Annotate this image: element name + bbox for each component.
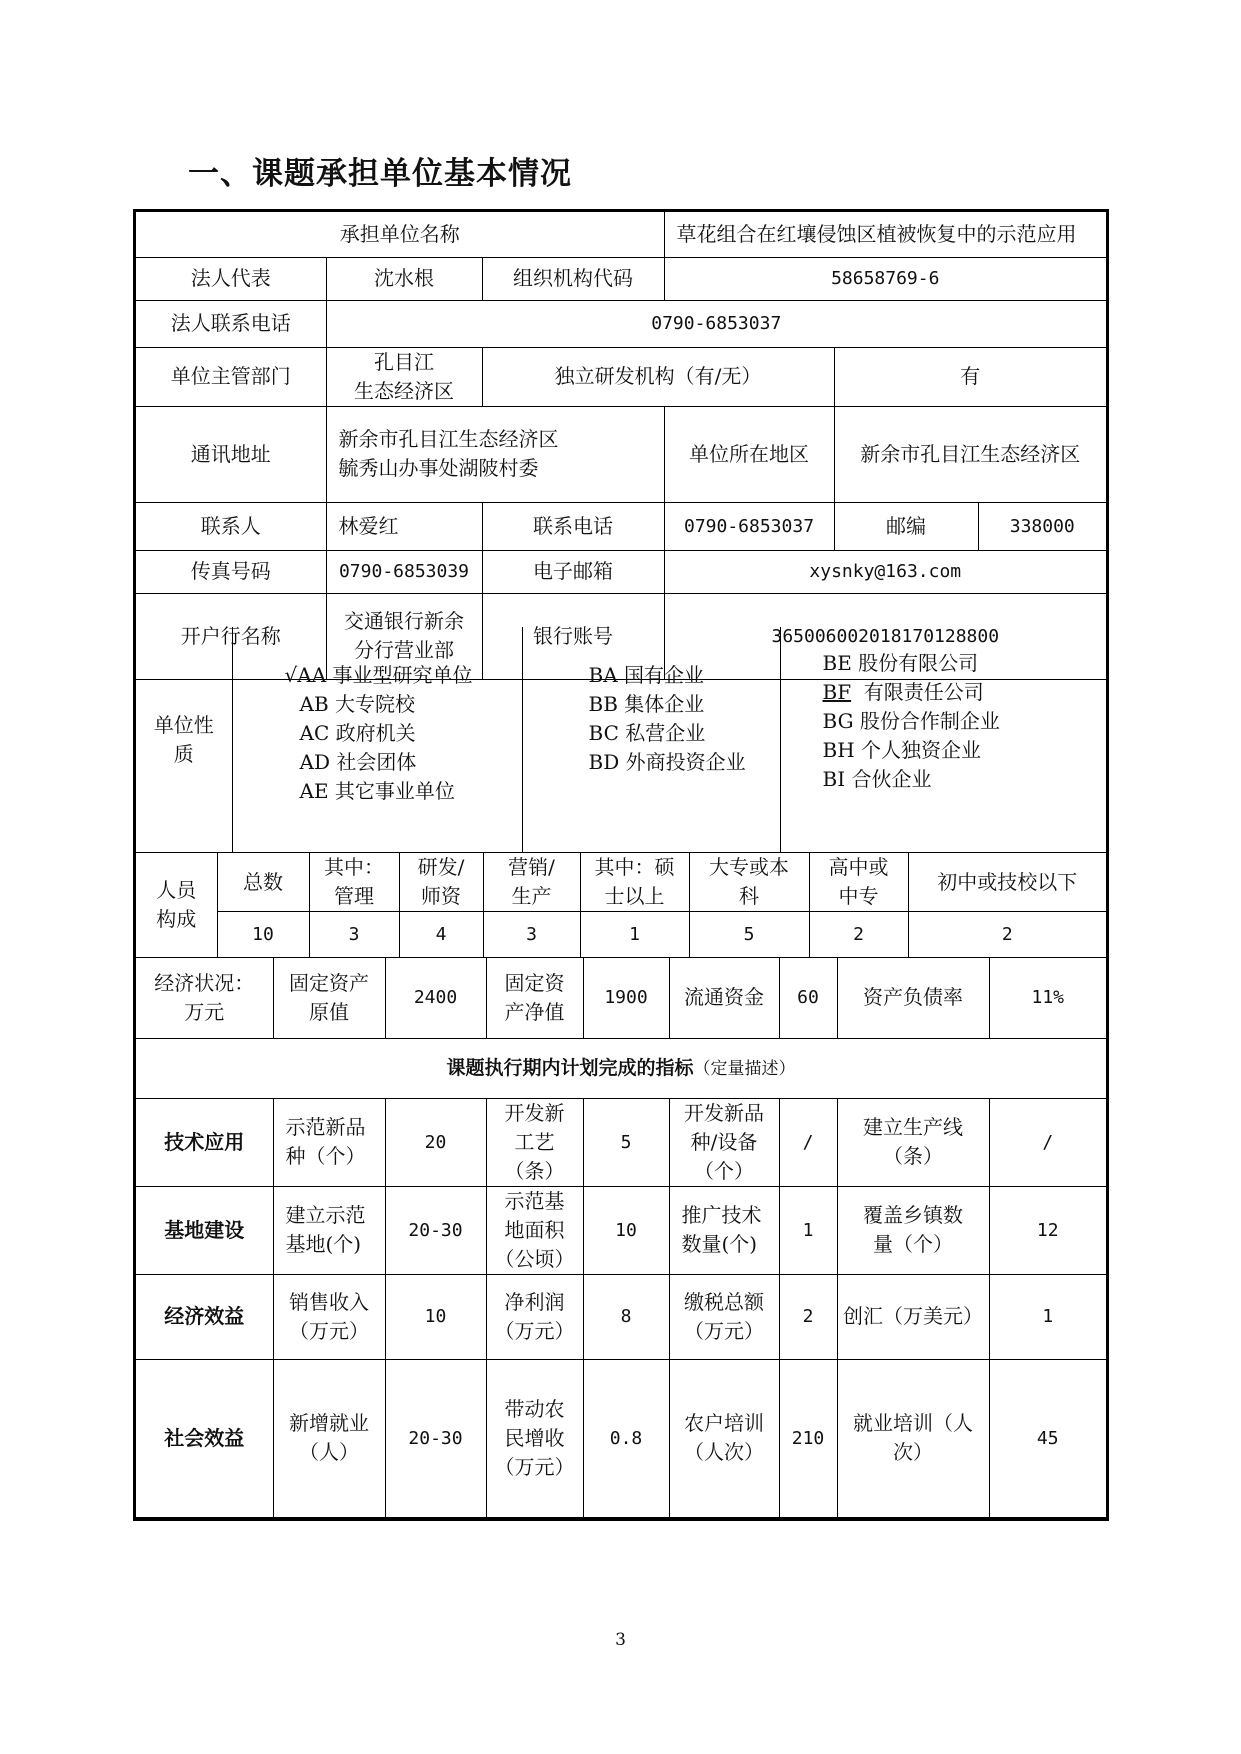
rnd-value: 有	[834, 347, 1106, 406]
page-title: 一、课题承担单位基本情况	[188, 156, 572, 192]
target-c1-value: 10	[385, 1274, 486, 1359]
contact-label: 联系人	[136, 502, 326, 550]
staff-junior-header: 初中或技校以下	[908, 853, 1106, 912]
nature-option-ba: BA 国有企业	[588, 663, 704, 687]
account-value: 365006002018170128800	[664, 593, 1106, 679]
economy-label: 经济状况： 万元	[136, 958, 273, 1038]
target-row-base	[136, 1186, 1106, 1274]
nature-option-bf-code: BF	[822, 680, 852, 704]
email-value: xysnky@163.com	[664, 550, 1106, 593]
target-c2-value: 10	[583, 1186, 669, 1274]
address-value	[326, 406, 664, 502]
address-value-line-2: 毓秀山办事处湖陂村委	[338, 456, 539, 480]
row-legal-phone	[136, 300, 1106, 347]
target-c4-value: 12	[989, 1186, 1106, 1274]
target-c3-label: 农户培训 （人次）	[669, 1359, 779, 1518]
targets-title-text: 课题执行期内计划完成的指标	[446, 1056, 694, 1079]
staff-total-value: 10	[217, 912, 309, 958]
staff-sales-header: 营销/ 生产	[483, 853, 580, 912]
legal-rep-label: 法人代表	[136, 257, 326, 300]
nature-label-line-2: 质	[173, 741, 194, 766]
staff-header-row	[136, 853, 1106, 912]
fax-value: 0790-6853039	[326, 550, 482, 593]
basic-info-section	[136, 212, 1106, 662]
staff-label-line-1: 人员	[156, 878, 197, 902]
target-c4-label: 建立生产线 （条）	[837, 1098, 989, 1186]
nature-option-bb: BB 集体企业	[588, 692, 705, 716]
address-value-line-1: 新余市孔目江生态经济区	[338, 427, 559, 451]
org-code-value: 58658769-6	[664, 257, 1106, 300]
dept-value-line-1: 孔目江	[374, 349, 434, 374]
staff-mgmt-header: 其中： 管理	[309, 853, 399, 912]
unit-info-form	[133, 209, 1109, 1521]
row-unit-name	[136, 212, 1106, 257]
staff-total-header: 总数	[217, 853, 309, 912]
staff-values-row	[136, 912, 1106, 958]
dept-value	[326, 347, 482, 406]
nature-option-bh: BH 个人独资企业	[822, 738, 981, 762]
nature-option-bf	[823, 678, 1103, 707]
economy-and-targets-section	[136, 958, 1106, 1518]
current-funds-label: 流通资金	[669, 958, 779, 1038]
legal-rep-value: 沈水根	[326, 257, 482, 300]
target-c4-label: 覆盖乡镇数 量（个）	[837, 1186, 989, 1274]
staff-college-value: 5	[689, 912, 809, 958]
target-c3-value: 2	[779, 1274, 837, 1359]
row-legal-rep	[136, 257, 1106, 300]
email-label: 电子邮箱	[482, 550, 664, 593]
fixed-asset-original-label: 固定资产 原值	[273, 958, 385, 1038]
staff-label-line-2: 构成	[156, 907, 197, 931]
nature-option-ac: AC 政府机关	[299, 721, 416, 745]
nature-options-research	[232, 627, 522, 853]
debt-ratio-value: 11%	[989, 958, 1106, 1038]
target-row-label: 社会效益	[136, 1359, 273, 1518]
target-c3-label: 推广技术 数量(个)	[669, 1186, 779, 1274]
current-funds-value: 60	[779, 958, 837, 1038]
target-c1-label: 建立示范 基地(个)	[273, 1186, 385, 1274]
staff-highschool-value: 2	[809, 912, 908, 958]
target-c2-label: 开发新 工艺 （条）	[486, 1098, 583, 1186]
staff-label	[136, 853, 217, 958]
contact-phone-label: 联系电话	[482, 502, 664, 550]
target-c1-label: 新增就业 （人）	[273, 1359, 385, 1518]
target-c3-value: 1	[779, 1186, 837, 1274]
row-contact	[136, 502, 1106, 550]
region-label: 单位所在地区	[664, 406, 834, 502]
bank-value-line-2: 分行营业部	[354, 638, 454, 662]
bank-value-line-1: 交通银行新余	[344, 609, 464, 633]
nature-option-ad: AD 社会团体	[299, 750, 417, 774]
nature-option-aa: √AA 事业型研究单位	[284, 663, 473, 687]
target-c3-label: 开发新品 种/设备 （个）	[669, 1098, 779, 1186]
legal-phone-value: 0790-6853037	[326, 300, 1106, 347]
staff-sales-value: 3	[483, 912, 580, 958]
staff-college-header: 大专或本 科	[689, 853, 809, 912]
address-label: 通讯地址	[136, 406, 326, 502]
nature-label	[136, 627, 232, 853]
postcode-label: 邮编	[834, 502, 978, 550]
contact-value: 林爱红	[326, 502, 482, 550]
target-c2-value: 0.8	[583, 1359, 669, 1518]
nature-option-bf-text: 有限责任公司	[863, 680, 984, 704]
dept-label: 单位主管部门	[136, 347, 326, 406]
target-c2-value: 5	[583, 1098, 669, 1186]
staff-junior-value: 2	[908, 912, 1106, 958]
staff-master-header: 其中：硕 士以上	[580, 853, 689, 912]
bank-label: 开户行名称	[136, 593, 326, 679]
nature-options-enterprise	[522, 627, 780, 853]
target-c4-label: 就业培训（人 次）	[837, 1359, 989, 1518]
economy-row	[136, 958, 1106, 1038]
target-c4-value: /	[989, 1098, 1106, 1186]
fixed-asset-net-value: 1900	[583, 958, 669, 1038]
nature-option-bd: BD 外商投资企业	[588, 750, 746, 774]
nature-option-ae: AE 其它事业单位	[299, 779, 455, 803]
unit-name-value: 草花组合在红壤侵蚀区植被恢复中的示范应用	[664, 212, 1106, 257]
target-row-label: 技术应用	[136, 1098, 273, 1186]
nature-options-company	[780, 627, 1106, 853]
row-dept	[136, 347, 1106, 406]
legal-phone-label: 法人联系电话	[136, 300, 326, 347]
target-c4-value: 1	[989, 1274, 1106, 1359]
staff-section	[136, 853, 1106, 958]
target-c3-value: /	[779, 1098, 837, 1186]
staff-highschool-header: 高中或 中专	[809, 853, 908, 912]
target-row-label: 经济效益	[136, 1274, 273, 1359]
debt-ratio-label: 资产负债率	[837, 958, 989, 1038]
target-c1-label: 销售收入 （万元）	[273, 1274, 385, 1359]
target-c3-value: 210	[779, 1359, 837, 1518]
target-c1-value: 20-30	[385, 1359, 486, 1518]
target-c4-value: 45	[989, 1359, 1106, 1518]
row-address	[136, 406, 1106, 502]
targets-title-note: （定量描述）	[693, 1058, 796, 1079]
unit-nature-section	[136, 627, 1106, 853]
page-number: 3	[615, 1630, 626, 1650]
target-row-label: 基地建设	[136, 1186, 273, 1274]
target-row-tech	[136, 1098, 1106, 1186]
nature-label-line-1: 单位性	[153, 712, 214, 737]
rnd-label: 独立研发机构（有/无）	[482, 347, 834, 406]
nature-option-be: BE 股份有限公司	[822, 651, 979, 675]
row-fax	[136, 550, 1106, 593]
target-c2-value: 8	[583, 1274, 669, 1359]
dept-value-line-2: 生态经济区	[354, 378, 454, 403]
target-c1-value: 20-30	[385, 1186, 486, 1274]
target-c3-label: 缴税总额 （万元）	[669, 1274, 779, 1359]
target-c4-label: 创汇（万美元）	[837, 1274, 989, 1359]
targets-title	[136, 1038, 1106, 1098]
unit-name-label: 承担单位名称	[136, 212, 664, 257]
fixed-asset-original-value: 2400	[385, 958, 486, 1038]
target-row-economic	[136, 1274, 1106, 1359]
account-label: 银行账号	[482, 593, 664, 679]
fax-label: 传真号码	[136, 550, 326, 593]
target-row-social	[136, 1359, 1106, 1518]
target-c1-label: 示范新品 种（个）	[273, 1098, 385, 1186]
staff-mgmt-value: 3	[309, 912, 399, 958]
postcode-value: 338000	[978, 502, 1106, 550]
row-unit-nature	[136, 627, 1106, 853]
org-code-label: 组织机构代码	[482, 257, 664, 300]
fixed-asset-net-label: 固定资 产净值	[486, 958, 583, 1038]
nature-option-bc: BC 私营企业	[588, 721, 706, 745]
nature-option-ab: AB 大专院校	[299, 692, 415, 716]
target-c2-label: 示范基 地面积 （公顷）	[486, 1186, 583, 1274]
staff-rnd-value: 4	[399, 912, 483, 958]
nature-option-bg: BG 股份合作制企业	[822, 709, 1000, 733]
nature-option-bi: BI 合伙企业	[822, 767, 932, 791]
staff-rnd-header: 研发/ 师资	[399, 853, 483, 912]
target-c1-value: 20	[385, 1098, 486, 1186]
region-value: 新余市孔目江生态经济区	[834, 406, 1106, 502]
staff-master-value: 1	[580, 912, 689, 958]
target-c2-label: 净利润 （万元）	[486, 1274, 583, 1359]
contact-phone-value: 0790-6853037	[664, 502, 834, 550]
targets-title-row	[136, 1038, 1106, 1098]
target-c2-label: 带动农 民增收 （万元）	[486, 1359, 583, 1518]
